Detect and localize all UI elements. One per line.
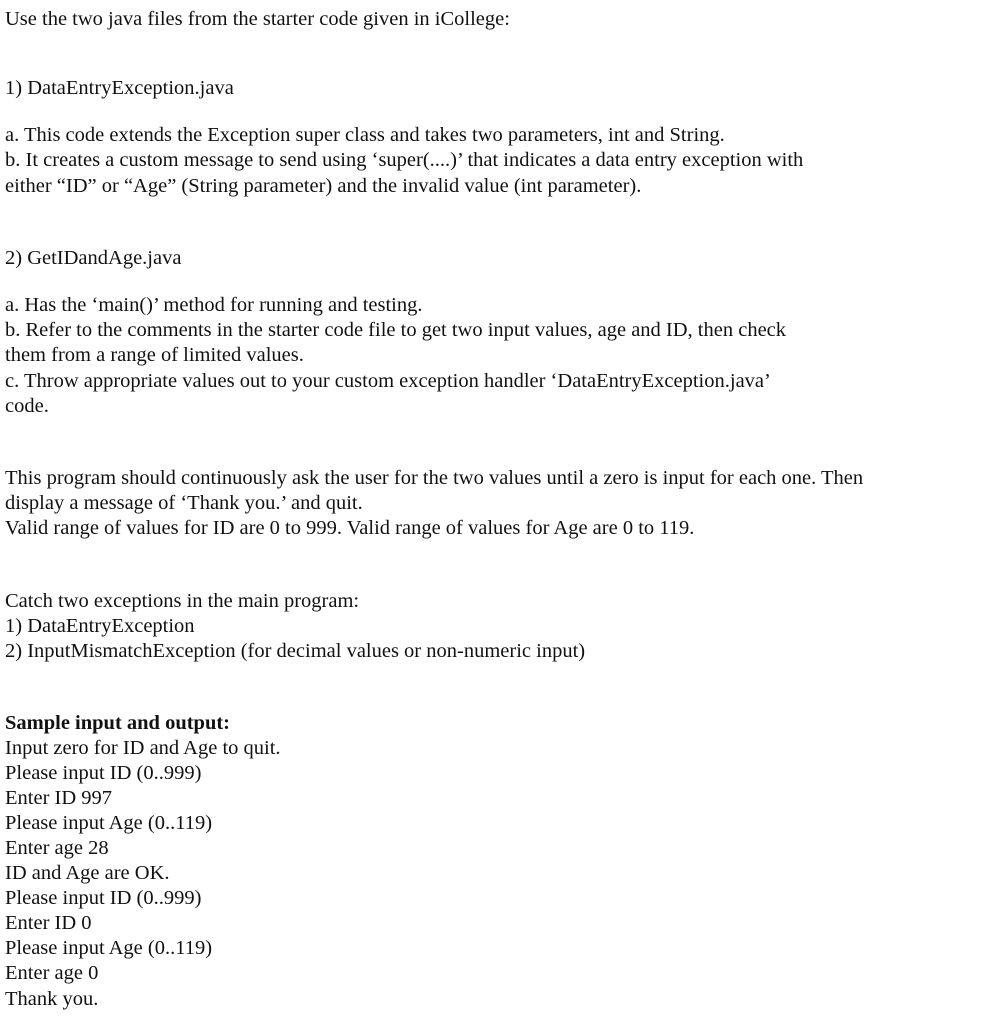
file1-item-b-line2: either “ID” or “Age” (String parameter) and the invalid value (int parameter).: [5, 175, 642, 197]
sample-line: Input zero for ID and Age to quit.: [5, 737, 281, 759]
sample-line: Please input ID (0..999): [5, 762, 202, 784]
catch-exception-1: 1) DataEntryException: [5, 615, 195, 637]
sample-line: Please input ID (0..999): [5, 887, 202, 909]
file2-title: 2) GetIDandAge.java: [5, 247, 182, 269]
program-desc-line2: display a message of ‘Thank you.’ and quit.: [5, 492, 363, 514]
sample-line: Enter age 0: [5, 962, 99, 984]
valid-range-text: Valid range of values for ID are 0 to 999. Valid range of values for Age are 0 to 119.: [5, 517, 695, 539]
file1-item-a: a. This code extends the Exception super class and takes two parameters, int and String.: [5, 124, 725, 146]
sample-line: Please input Age (0..119): [5, 937, 213, 959]
file1-item-b-line1: b. It creates a custom message to send using ‘super(....)’ that indicates a data entry exception with: [5, 149, 804, 171]
sample-line: Enter ID 997: [5, 787, 113, 809]
sample-line: Thank you.: [5, 988, 99, 1010]
file2-item-c-line1: c. Throw appropriate values out to your custom exception handler ‘DataEntryException.java’: [5, 370, 771, 392]
program-desc-line1: This program should continuously ask the user for the two values until a zero is input for each one. Then: [5, 467, 864, 489]
file1-title: 1) DataEntryException.java: [5, 77, 234, 99]
sample-heading: Sample input and output:: [5, 712, 231, 734]
sample-line: ID and Age are OK.: [5, 862, 170, 884]
file2-item-b-line2: them from a range of limited values.: [5, 344, 304, 366]
intro-text: Use the two java files from the starter code given in iCollege:: [5, 8, 510, 30]
file2-item-b-line1: b. Refer to the comments in the starter code file to get two input values, age and ID, then check: [5, 319, 787, 341]
catch-title: Catch two exceptions in the main program:: [5, 590, 360, 612]
file2-item-a: a. Has the ‘main()’ method for running and testing.: [5, 294, 423, 316]
sample-line: Please input Age (0..119): [5, 812, 213, 834]
sample-line: Enter age 28: [5, 837, 109, 859]
sample-line: Enter ID 0: [5, 912, 92, 934]
catch-exception-2: 2) InputMismatchException (for decimal values or non-numeric input): [5, 640, 586, 662]
file2-item-c-line2: code.: [5, 395, 49, 417]
